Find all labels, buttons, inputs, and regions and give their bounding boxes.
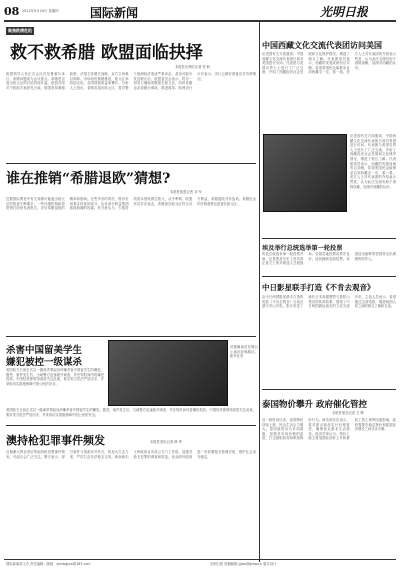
article-exit-body: 近期国际舆论中有关希腊可能退出欧元区的报道不断增多，一些评级机构和投资银行纷纷发表报告，评估希腊退欧的概率和影响。这些声音的背后，既有市场真实担忧的成分，也有部分利益集团推波助澜的因素。有分析认为，少数投机资本借机做空欧元，从中牟利。欧盟官员多次表态，希腊留在欧元区符合各方利益，希腊退欧并非选项。希腊民众的多数意愿也是留在欧元区。 (6, 197, 256, 211)
article-thai-title: 泰国物价攀升 政府催化管控 (262, 400, 367, 410)
article-greece-title: 救不救希腊 欧盟面临抉择 (10, 43, 203, 63)
article-tibet-more: 应美国有关方面邀请，中国西藏文化交流代表团日前对美国进行访问。代表团与美国各界人士进行了广泛交流，介绍了西藏经济社会发展和文化保护情况，增进了相互了解。代表团成员表示，西藏的发展成就有目共睹，希望美国民众能够亲自到西藏走一走、看一看。美方人士对代表团的介绍表示赞赏，认为此次交流有助于消除误解，加深对西藏的认识。 (350, 134, 396, 189)
divider (6, 163, 256, 164)
article-macau-title: 澳持枪犯罪事件频发 (6, 434, 105, 447)
article-thai-byline: 本报驻曼谷记者 王 辉 (332, 411, 364, 415)
divider (262, 238, 396, 239)
kicker: 聚焦欧债危机 (8, 28, 32, 33)
article-student-title-2: 嫌犯被控一级谋杀 (6, 357, 83, 368)
section-title: 国际新闻 (90, 6, 139, 20)
divider (262, 389, 396, 390)
masthead-rule (4, 20, 396, 22)
photo-caption: 芭蕾舞演员在舞台上演出经典剧目。新华社发 (230, 345, 258, 359)
tibet-photo (263, 134, 347, 212)
article-student-title-1: 杀害中国留美学生 (6, 345, 83, 356)
footer-left: 国际新闻部主办 责任编辑：邮箱：gmrbgjxw@163.com (6, 562, 91, 566)
paper-name: 光明日报 (320, 5, 369, 19)
article-tibet-body: 应美国有关方面邀请，中国西藏文化交流代表团日前对美国进行访问。代表团与美国各界人士进行了广泛交流，介绍了西藏经济社会发展和文化保护情况，增进了相互了解。代表团成员表示，西藏的发展成就有目共睹，希望美国民众能够亲自到西藏走一走、看一看。美方人士对代表团的介绍表示赞赏，认为此次交流有助于消除误解，加深对西藏的认识。 (262, 52, 396, 75)
article-egypt-title: 埃及举行总统选举第一轮投票 (262, 245, 343, 252)
page-number: 08 (4, 5, 20, 18)
footer-right: 光明日报 投稿邮箱 gjxw@gmw.cn 版式设计 (210, 562, 277, 566)
article-thai-body: 近一段时间以来，泰国物价持续上涨，民众生活压力增大。泰国政府出台多项措施，加强对市场价格的监管，打击囤积居奇和哄抬物价行为。商务部官员表示，将对重点商品实行价格管控，确保民众基本生活需求。经济学家认为，物价上涨主要受国际油价上升和最低工资上调等因素影响，政府需要在稳定物价和促进经济增长之间寻求平衡。 (262, 418, 396, 441)
article-greece-body: 欧盟领导人非正式会议在布鲁塞尔举行，希腊问题成为会议焦点。希腊是否退出欧元区的讨论持续升温，欧盟各国对于救助方案意见分歧。德国坚持紧缩政策，法国主张增长战略，双方立场难以调和。市场担忧情绪蔓延，欧元汇率持续走低，各国国债收益率攀升。分析人士指出，希腊若退出欧元区，将对整个欧洲经济造成严重冲击，甚至可能引发连锁反应。欧盟委员会表示，将尽一切努力确保希腊留在欧元区，同时希腊也必须履行承诺，推进改革。欧洲央行行长表示，央行已做好准备应对各种情况。 (6, 72, 256, 90)
article-student-body: 美国检方日前正式以一级谋杀罪起诉涉嫌杀害中国留学生的嫌犯。据悉，案件发生后，当地警方迅速展开调查，并在短时间内将嫌犯抓获。中国驻美使领馆高度关注此案，要求美方依法严惩凶手，并采取切实措施保障中国公民的安全。 (6, 368, 104, 386)
ballet-photo (108, 340, 228, 406)
article-egypt-body: 埃及总统选举第一轮投票开始，这是埃及历史上首次真正意义上的多候选人总统选举。全国各地投票站秩序良好，选民踊跃参加投票，希望选出能够带领国家走出困境的领导人。 (262, 252, 396, 266)
article-greece-byline: 本报驻比利时记者 张 帆 (175, 65, 211, 69)
column-rule (259, 22, 260, 562)
footer-rule (4, 559, 396, 560)
divider (262, 276, 396, 277)
article-macau-byline: 本报驻悉尼记者 韩 秀 (150, 440, 182, 444)
divider (6, 336, 256, 337)
article-tibet-title: 中国西藏文化交流代表团访问美国 (262, 40, 382, 50)
article-macau-body: 近期澳大利亚悉尼等地持枪犯罪事件频发，引起社会广泛关注。警方表示，部分案件与帮派冲突有关，将加大打击力度，严厉打击非法枪支交易。新南威尔士州政府宣布成立专门工作组，加强对枪支犯罪的调查和防范。民众呼吁政府进一步收紧枪支管理法规，维护社会治安稳定。 (6, 450, 256, 459)
article-film-title: 中日影星联手打造《不肯去观音》 (262, 283, 375, 292)
article-film-body: 由中日两国影星联手打造的电影《不肯去观音》日前在浙江舟山开机。影片讲述了唐代日本高僧慧锷与普陀山观音的传奇故事，展现了中日两国源远流长的文化交流历史。主创人员表示，希望通过这部电影，增进两国人民之间的相互了解和友谊。 (262, 295, 396, 309)
article-student-body-2: 美国检方日前正式以一级谋杀罪起诉涉嫌杀害中国留学生的嫌犯。据悉，案件发生后，当地警方迅速展开调查，并在短时间内将嫌犯抓获。中国驻美使领馆高度关注此案，要求美方依法严惩凶手，并采取切实措施保障中国公民的安全。 (6, 408, 256, 417)
divider (6, 425, 256, 426)
date-line: 2012年5月24日 星期四 (22, 9, 59, 13)
article-exit-byline: 本报驻欧盟记者 刘 军 (170, 190, 202, 194)
article-exit-title: 谁在推销“希腊退欧”猜想? (6, 171, 171, 187)
